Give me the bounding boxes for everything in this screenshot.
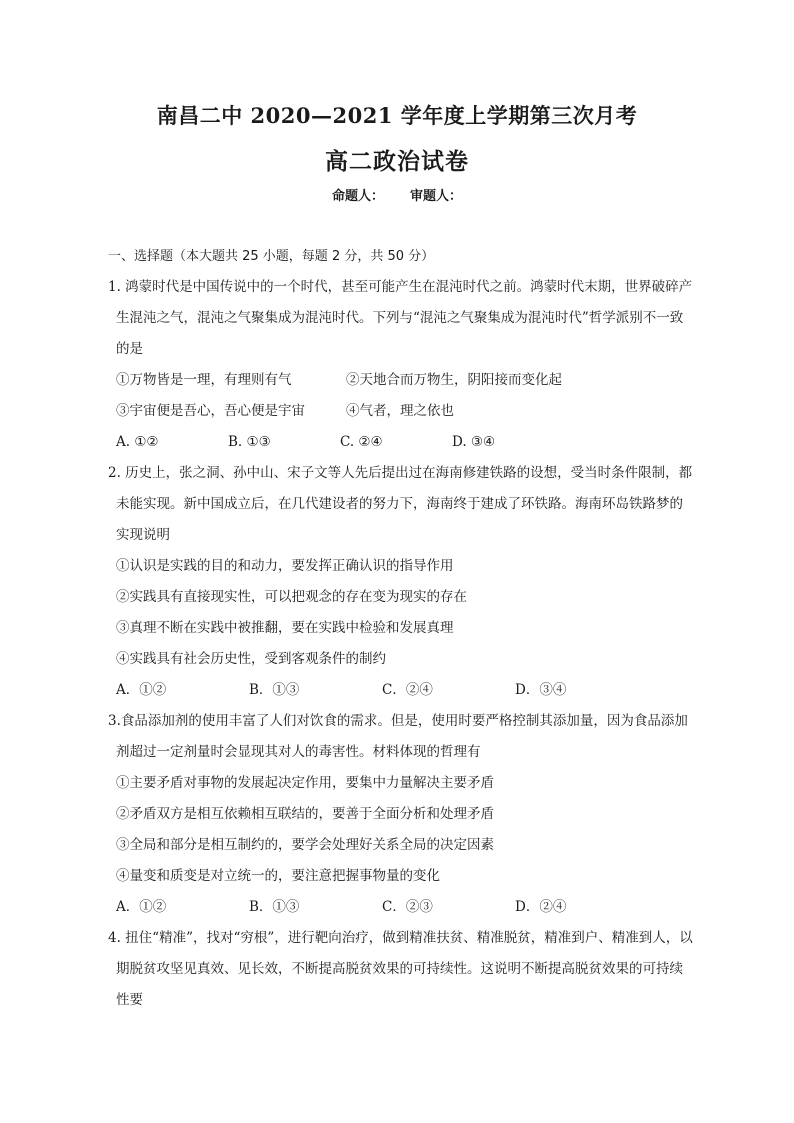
exam-subtitle: 高二政治试卷: [325, 148, 469, 175]
choice-c: C. ②④: [340, 434, 383, 450]
reviewer-label: 审题人：: [410, 189, 463, 204]
question-stem-line: 2. 历史上，张之洞、孙中山、宋子文等人先后提出过在海南修建铁路的设想，受当时条件限制，都: [108, 465, 693, 481]
choice-a: A．①②: [116, 682, 167, 698]
question-2: [108, 458, 703, 706]
choice-b: B. ①③: [228, 434, 271, 450]
choice-d: D．③④: [515, 682, 567, 698]
option-item: ①认识是实践的目的和动力，要发挥正确认识的指导作用: [116, 558, 454, 574]
question-4: [108, 923, 703, 1016]
answer-choices: [108, 675, 703, 706]
exam-content: [108, 241, 703, 1016]
question-stem-line: 剂超过一定剂量时会显现其对人的毒害性。材料体现的哲理有: [116, 744, 481, 760]
question-stem-line: 未能实现。新中国成立后，在几代建设者的努力下，海南终于建成了环铁路。海南环岛铁路梦的: [116, 496, 683, 512]
question-1: [108, 272, 703, 458]
choice-a: A. ①②: [116, 434, 159, 450]
question-stem-line: 生混沌之气，混沌之气聚集成为混沌时代。下列与“混沌之气聚集成为混沌时代”哲学派别不一致: [116, 310, 684, 326]
option-item: ④实践具有社会历史性，受到客观条件的制约: [116, 651, 386, 667]
question-stem-line: 实现说明: [116, 527, 170, 543]
question-stem-line: 期脱贫攻坚见真效、见长效，不断提高脱贫效果的可持续性。这说明不断提高脱贫效果的可持续: [116, 961, 683, 977]
choice-b: B．①③: [249, 682, 300, 698]
option-item: ④量变和质变是对立统一的，要注意把握事物量的变化: [116, 868, 440, 884]
choice-c: C．②④: [382, 682, 433, 698]
choice-b: B．①③: [249, 899, 300, 915]
question-stem-line: 3.食品添加剂的使用丰富了人们对饮食的需求。但是，使用时要严格控制其添加量，因为食品添加: [108, 713, 688, 729]
author-line: [0, 185, 794, 204]
question-stem-line: 的是: [116, 341, 143, 357]
option-item: ②实践具有直接现实性，可以把观念的存在变为现实的存在: [116, 589, 467, 605]
option-item: ②天地合而万物生，阴阳接而变化起: [346, 372, 562, 388]
question-stem-line: 性要: [116, 992, 143, 1008]
option-item: ①万物皆是一理，有理则有气: [116, 372, 292, 388]
option-item: ②矛盾双方是相互依赖相互联结的，要善于全面分析和处理矛盾: [116, 806, 494, 822]
option-item: ③宇宙便是吾心，吾心便是宇宙: [116, 403, 305, 419]
answer-choices: [108, 427, 703, 458]
section-heading: 一、选择题（本大题共 25 小题，每题 2 分，共 50 分）: [108, 249, 435, 264]
choice-d: D．②④: [515, 899, 567, 915]
question-3: [108, 706, 703, 923]
author-label: 命题人：: [331, 189, 384, 204]
option-row: [108, 396, 703, 427]
question-stem-line: 1. 鸿蒙时代是中国传说中的一个时代，甚至可能产生在混沌时代之前。鸿蒙时代末期，世界破碎产: [108, 279, 693, 295]
question-stem-line: 4. 扭住“精准”，找对“穷根”，进行靶向治疗，做到精准扶贫、精准脱贫，精准到户、精准到人，以: [108, 930, 693, 946]
choice-c: C．②③: [382, 899, 433, 915]
option-item: ③真理不断在实践中被推翻，要在实践中检验和发展真理: [116, 620, 454, 636]
choice-a: A．①②: [116, 899, 167, 915]
option-item: ③全局和部分是相互制约的，要学会处理好关系全局的决定因素: [116, 837, 494, 853]
choice-d: D. ③④: [452, 434, 496, 450]
option-item: ④气者，理之依也: [346, 403, 454, 419]
option-row: [108, 365, 703, 396]
answer-choices: [108, 892, 703, 923]
exam-title: 南昌二中 2020—2021 学年度上学期第三次月考: [156, 103, 638, 128]
option-item: ①主要矛盾对事物的发展起决定作用，要集中力量解决主要矛盾: [116, 775, 494, 791]
